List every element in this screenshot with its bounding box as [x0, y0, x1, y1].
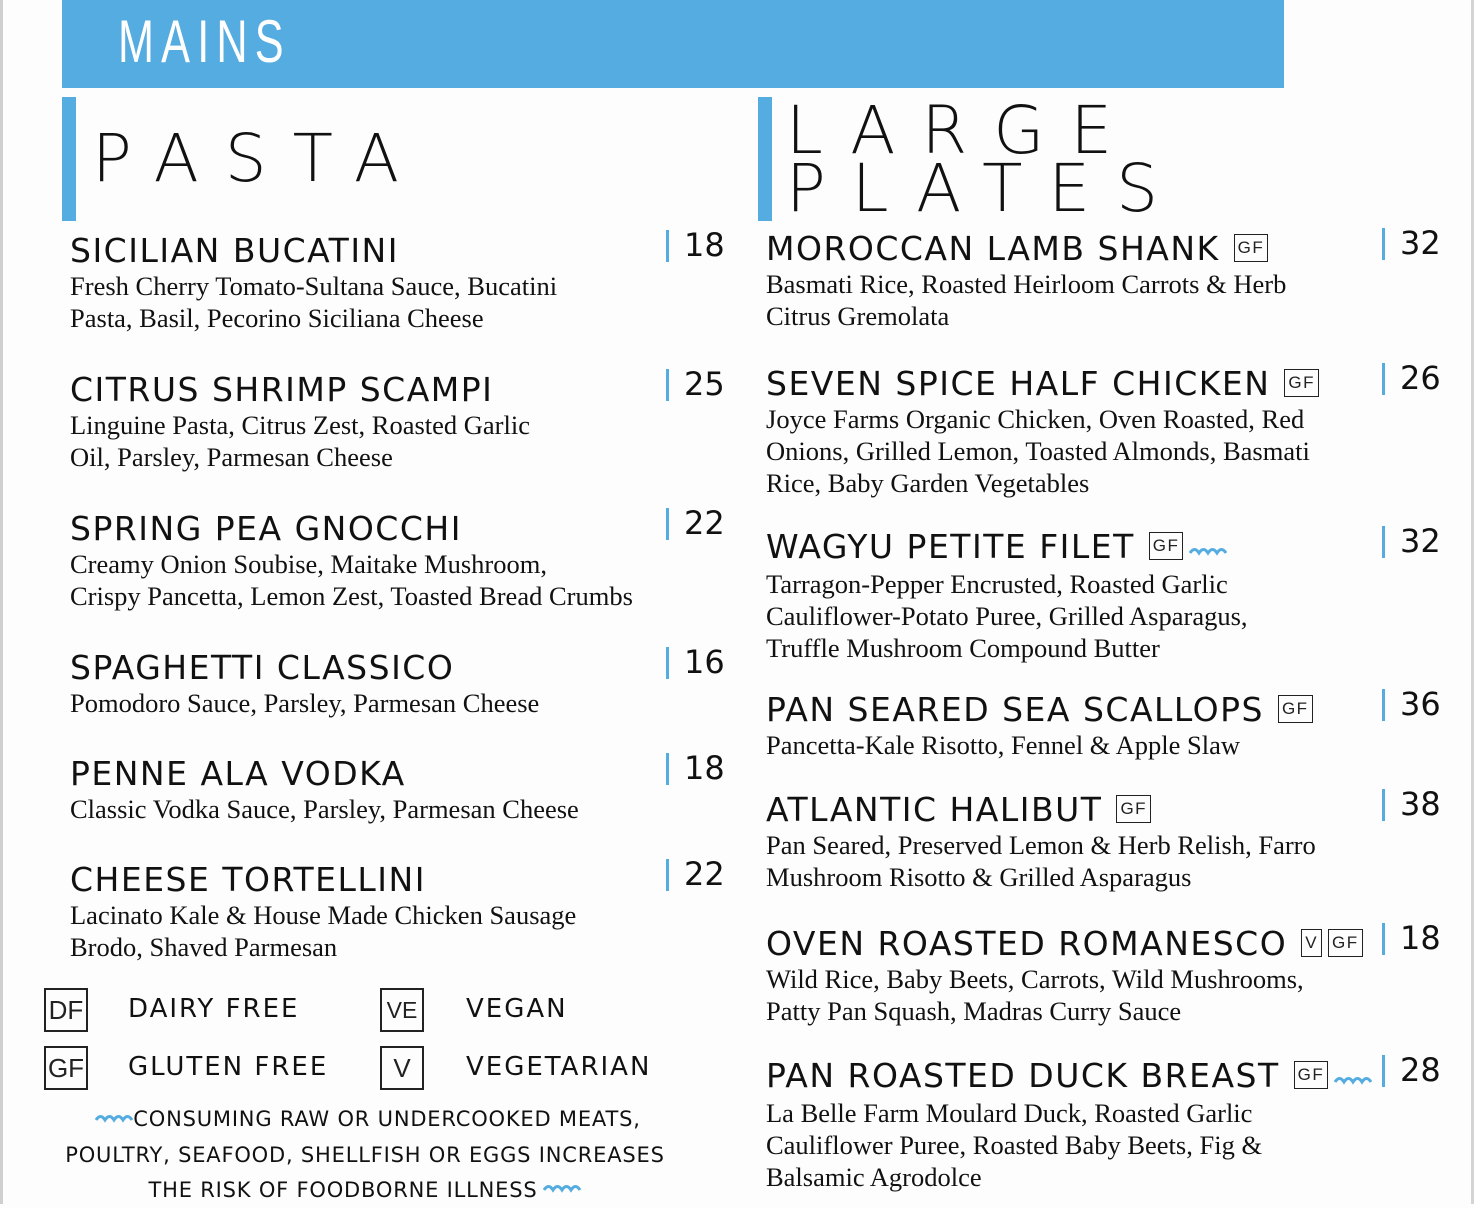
- wave-icon: [95, 1099, 133, 1134]
- dietary-tag: GF: [1234, 234, 1269, 262]
- menu-item-name: SEVEN SPICE HALF CHICKEN: [766, 364, 1271, 403]
- menu-item-title-row: [70, 649, 710, 687]
- mains-banner: [62, 0, 1284, 88]
- dietary-tag: GF: [1294, 1061, 1329, 1089]
- menu-item-price: 28: [1400, 1051, 1441, 1089]
- dietary-tag: GF: [1116, 795, 1151, 823]
- legend-gf-label: GLUTEN FREE: [128, 1052, 329, 1082]
- menu-item-description: Patty Pan Squash, Madras Curry Sauce: [766, 996, 1182, 1026]
- menu-item-price: 18: [684, 749, 725, 787]
- menu-item: [766, 925, 1386, 1027]
- menu-item-description: Wild Rice, Baby Beets, Carrots, Wild Mushrooms,: [766, 964, 1304, 994]
- menu-item-description: Onions, Grilled Lemon, Toasted Almonds, Basmati: [766, 436, 1310, 466]
- menu-item-title-row: [766, 691, 1386, 729]
- menu-item-description: Fresh Cherry Tomato-Sultana Sauce, Bucatini: [70, 271, 558, 301]
- menu-item: [70, 755, 710, 825]
- menu-item: [70, 861, 710, 963]
- menu-item-name: CHEESE TORTELLINI: [70, 860, 426, 899]
- menu-item-description: Oil, Parsley, Parmesan Cheese: [70, 442, 393, 472]
- menu-item-description: Crispy Pancetta, Lemon Zest, Toasted Bread Crumbs: [70, 581, 633, 611]
- menu-item-price: 26: [1400, 359, 1441, 397]
- menu-item-price: 38: [1400, 785, 1441, 823]
- menu-item-name: ATLANTIC HALIBUT: [766, 790, 1103, 829]
- menu-item: [70, 232, 710, 334]
- menu-item-description: Cauliflower-Potato Puree, Grilled Asparagus,: [766, 600, 1248, 631]
- menu-item-title-row: [766, 365, 1386, 403]
- menu-item-description: Joyce Farms Organic Chicken, Oven Roasted, Red: [766, 404, 1305, 434]
- menu-item-description: Balsamic Agrodolce: [766, 1161, 982, 1192]
- menu-item-name: SPRING PEA GNOCCHI: [70, 509, 462, 548]
- menu-item-description: Pan Seared, Preserved Lemon & Herb Relish, Farro: [766, 830, 1316, 860]
- menu-item: [70, 510, 710, 612]
- legend-ve-box: VE: [380, 988, 424, 1032]
- page-edge-left: [0, 0, 3, 1204]
- menu-item: [766, 791, 1386, 893]
- legend-df-box: DF: [44, 988, 88, 1032]
- banner-title: MAINS: [118, 8, 291, 75]
- large-plates-accent-bar: [758, 97, 772, 221]
- menu-item-name: SICILIAN BUCATINI: [70, 231, 399, 270]
- menu-item-description: Pasta, Basil, Pecorino Siciliana Cheese: [70, 303, 484, 333]
- menu-item-price: 18: [1400, 919, 1441, 957]
- menu-item: [766, 528, 1386, 664]
- large-plates-title-line1: LARGE: [786, 92, 1139, 169]
- menu-item-price: 36: [1400, 685, 1441, 723]
- menu-item-description: Basmati Rice, Roasted Heirloom Carrots & Herb: [766, 269, 1287, 299]
- menu-item: [70, 371, 710, 473]
- menu-item: [70, 649, 710, 719]
- menu-item-title-row: [70, 861, 710, 899]
- menu-item-title-row: [70, 510, 710, 548]
- legend-df-label: DAIRY FREE: [128, 994, 300, 1024]
- menu-item-description: Classic Vodka Sauce, Parsley, Parmesan Cheese: [70, 794, 579, 824]
- menu-item-description: Truffle Mushroom Compound Butter: [766, 632, 1160, 663]
- menu-item-description: Rice, Baby Garden Vegetables: [766, 468, 1090, 498]
- menu-item-name: MOROCCAN LAMB SHANK: [766, 229, 1220, 268]
- large-plates-title-line2: PLATES: [786, 150, 1185, 227]
- menu-item-title-row: [766, 230, 1386, 268]
- menu-item-name: WAGYU PETITE FILET: [766, 527, 1135, 566]
- menu-item-price: 16: [684, 643, 725, 681]
- raw-food-warning: [30, 1102, 700, 1208]
- menu-item: [766, 230, 1386, 332]
- legend-v-label: VEGETARIAN: [466, 1052, 652, 1082]
- menu-item-name: PAN SEARED SEA SCALLOPS: [766, 690, 1264, 729]
- menu-item-name: SPAGHETTI CLASSICO: [70, 648, 455, 687]
- menu-item-name: PENNE ALA VODKA: [70, 754, 406, 793]
- menu-item: [766, 365, 1386, 499]
- menu-item-title-row: [766, 791, 1386, 829]
- warning-line-3: THE RISK OF FOODBORNE ILLNESS: [148, 1177, 538, 1202]
- menu-item-description: Mushroom Risotto & Grilled Asparagus: [766, 862, 1192, 892]
- pasta-title: PASTA: [92, 120, 425, 197]
- wave-icon: [1334, 1055, 1372, 1093]
- menu-item-description: Pomodoro Sauce, Parsley, Parmesan Cheese: [70, 688, 540, 718]
- wave-icon: [543, 1169, 581, 1204]
- menu-item: [766, 1057, 1386, 1193]
- menu-item-price: 18: [684, 226, 725, 264]
- menu-item-description: Cauliflower Puree, Roasted Baby Beets, Fig &: [766, 1129, 1263, 1160]
- menu-item-price: 22: [684, 855, 725, 893]
- menu-item-price: 32: [1400, 522, 1441, 560]
- menu-item-name: OVEN ROASTED ROMANESCO: [766, 924, 1288, 963]
- pasta-accent-bar: [62, 97, 76, 221]
- legend-ve-label: VEGAN: [466, 994, 568, 1024]
- menu-item-description: Linguine Pasta, Citrus Zest, Roasted Garlic: [70, 410, 530, 440]
- menu-item-title-row: [766, 528, 1386, 568]
- menu-item-description: Creamy Onion Soubise, Maitake Mushroom,: [70, 549, 547, 579]
- menu-item-price: 22: [684, 504, 725, 542]
- dietary-tag: GF: [1284, 369, 1319, 397]
- menu-item-title-row: [70, 232, 710, 270]
- menu-item-name: PAN ROASTED DUCK BREAST: [766, 1056, 1280, 1095]
- menu-item-description: Tarragon-Pepper Encrusted, Roasted Garlic: [766, 568, 1228, 599]
- menu-item-name: CITRUS SHRIMP SCAMPI: [70, 370, 494, 409]
- dietary-tag: GF: [1278, 695, 1313, 723]
- menu-item-price: 25: [684, 365, 725, 403]
- warning-line-2: POULTRY, SEAFOOD, SHELLFISH OR EGGS INCREASES: [65, 1142, 665, 1167]
- menu-item-description: La Belle Farm Moulard Duck, Roasted Garlic: [766, 1097, 1253, 1128]
- legend-v-box: V: [380, 1046, 424, 1090]
- menu-item-description: Pancetta-Kale Risotto, Fennel & Apple Slaw: [766, 730, 1240, 760]
- dietary-tag: GF: [1149, 532, 1184, 560]
- dietary-tag: V: [1301, 929, 1322, 957]
- menu-item-title-row: [766, 925, 1386, 963]
- menu-item-description: Citrus Gremolata: [766, 301, 950, 331]
- dietary-tag: GF: [1328, 929, 1363, 957]
- legend-gf-box: GF: [44, 1046, 88, 1090]
- warning-line-1: CONSUMING RAW OR UNDERCOOKED MEATS,: [133, 1107, 641, 1131]
- menu-item-description: Lacinato Kale & House Made Chicken Sausage: [70, 900, 577, 930]
- menu-item-title-row: [766, 1057, 1386, 1097]
- menu-item-price: 32: [1400, 224, 1441, 262]
- wave-icon: [1189, 526, 1227, 564]
- menu-item-title-row: [70, 371, 710, 409]
- menu-item: [766, 691, 1386, 761]
- menu-item-title-row: [70, 755, 710, 793]
- menu-item-description: Brodo, Shaved Parmesan: [70, 932, 338, 962]
